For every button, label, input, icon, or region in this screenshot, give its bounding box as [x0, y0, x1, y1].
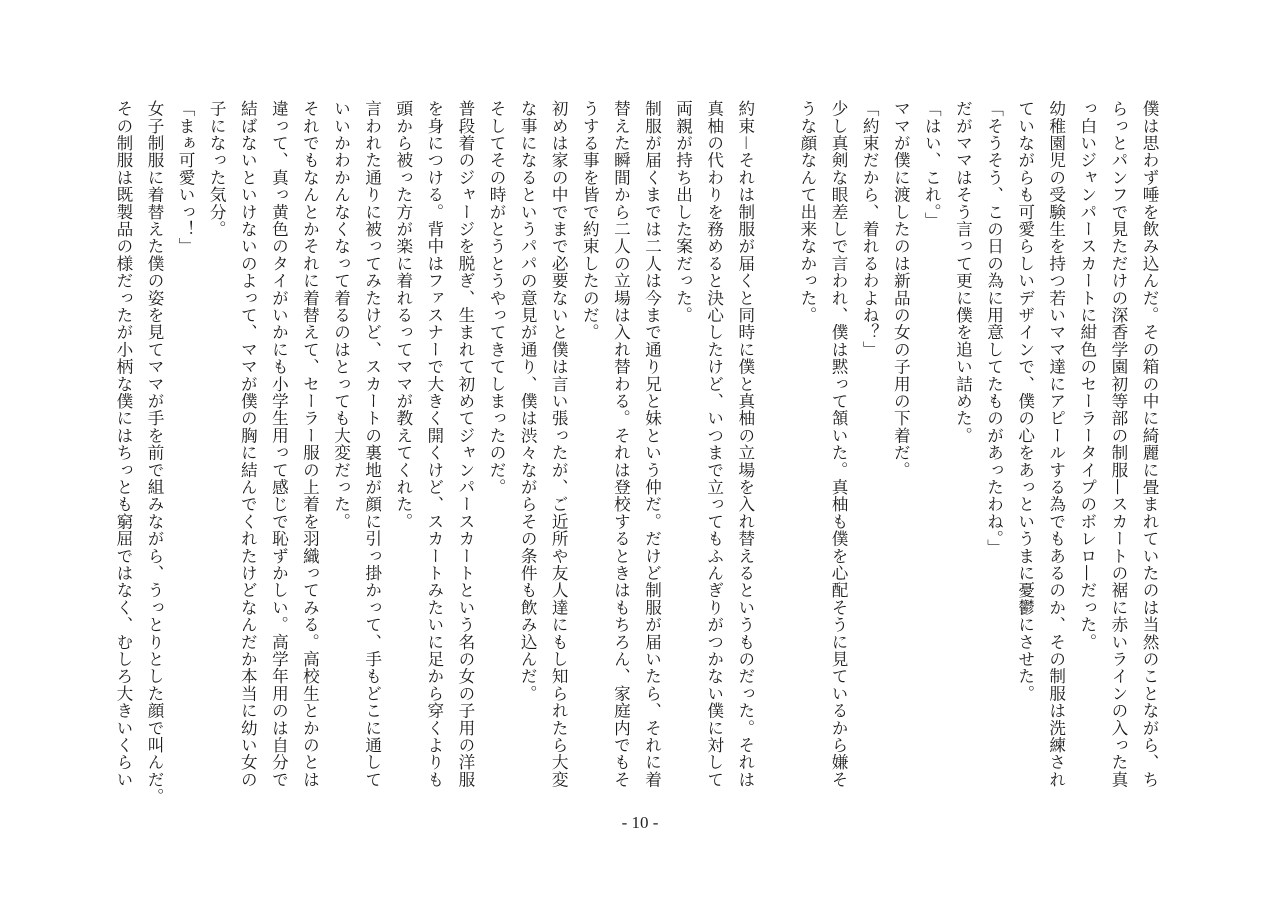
- text-line: 言われた通りに被ってみたけど、スカートの裏地が顔に引っ掛かって、手もどこに通して: [362, 100, 382, 788]
- text-line: らっとパンフで見ただけの深香学園初等部の制服—スカートの裾に赤いラインの入った真: [1108, 100, 1128, 788]
- text-line: 「はい、これ。」: [922, 100, 942, 230]
- text-line: それでもなんとかそれに着替えて、セーラー服の上着を羽織ってみる。高校生とかのとは: [300, 100, 320, 788]
- text-line: ママが僕に渡したのは新品の女の子用の下着だ。: [891, 100, 911, 479]
- text-line: 「そうそう、この日の為に用意してたものがあったわね。」: [984, 100, 1004, 557]
- text-line: 違って、真っ黄色のタイがいかにも小学生用って感じで恥ずかしい。高学年用のは自分で: [269, 100, 289, 788]
- text-line: 約束－それは制服が届くと同時に僕と真柚の立場を入れ替えるというものだった。それは: [735, 100, 755, 788]
- text-line: 頭から被った方が楽に着れるってママが教えてくれた。: [393, 100, 413, 530]
- text-line: な事になるというパパの意見が通り、僕は渋々ながらその条件も飲み込んだ。: [518, 100, 538, 702]
- text-line: だがママはそう言って更に僕を追い詰めた。: [953, 100, 973, 444]
- text-line: その制服は既製品の様だったが小柄な僕にはちっとも窮屈ではなく、むしろ大きいくらい: [113, 100, 133, 788]
- text-line: 結ばないといけないのよって、ママが僕の胸に結んでくれたけどなんだか本当に幼い女の: [238, 100, 258, 788]
- text-line: 真柚の代わりを務めると決心したけど、いつまで立ってもふんぎりがつかない僕に対して: [704, 100, 724, 788]
- text-line: そしてその時がとうとうやってきてしまったのだ。: [487, 100, 507, 496]
- text-line: 両親が持ち出した案だった。: [673, 100, 693, 324]
- text-line: いいかわかんなくなって着るのはとっても大変だった。: [331, 100, 351, 530]
- text-line: 替えた瞬間から二人の立場は入れ替わる。それは登校するときはもちろん、家庭内でもそ: [611, 100, 631, 788]
- text-line: 初めは家の中でまで必要ないと僕は言い張ったが、ご近所や友人達にもし知られたら大変: [549, 100, 569, 788]
- text-line: ていながらも可愛らしいデザインで、僕の心をあっというまに憂鬱にさせた。: [1015, 100, 1035, 702]
- text-line: を身につける。背中はファスナーで大きく開くけど、スカートみたいに足から穿くよりも: [424, 100, 444, 788]
- text-line: 子になった気分。: [207, 100, 227, 238]
- text-line: うする事を皆で約束したのだ。: [580, 100, 600, 341]
- blank-line: [761, 100, 792, 815]
- text-line: 「まぁ可愛いっ！」: [176, 100, 196, 255]
- text-line: うな顔なんて出来なかった。: [797, 100, 817, 324]
- text-line: 「約束だから、着れるわよね？」: [860, 100, 880, 358]
- vertical-text-body: [113, 100, 1165, 815]
- text-line: っ白いジャンパースカートに紺色のセーラータイプのボレロ—だった。: [1077, 100, 1097, 651]
- text-line: 少し真剣な眼差しで言われ、僕は黙って頷いた。真柚も僕を心配そうに見ているから嫌そ: [829, 100, 849, 788]
- text-line: 僕は思わず唾を飲み込んだ。その箱の中に綺麗に畳まれていたのは当然のことながら、ち: [1140, 100, 1159, 788]
- page-number: - 10 -: [621, 813, 659, 832]
- text-line: 制服が届くまでは二人は今まで通り兄と妹という仲だ。だけど制服が届いたら、それに着: [642, 100, 662, 788]
- text-line: 女子制服に着替えた僕の姿を見てママが手を前で組みながら、うっとりとした顔で叫んだ。: [145, 100, 164, 806]
- text-line: 幼稚園児の受験生を持つ若いママ達にアピールする為でもあるのか、その制服は洗練され: [1046, 100, 1066, 788]
- text-line: 普段着のジャージを脱ぎ、生まれて初めてジャンパースカートという名の女の子用の洋服: [455, 100, 475, 788]
